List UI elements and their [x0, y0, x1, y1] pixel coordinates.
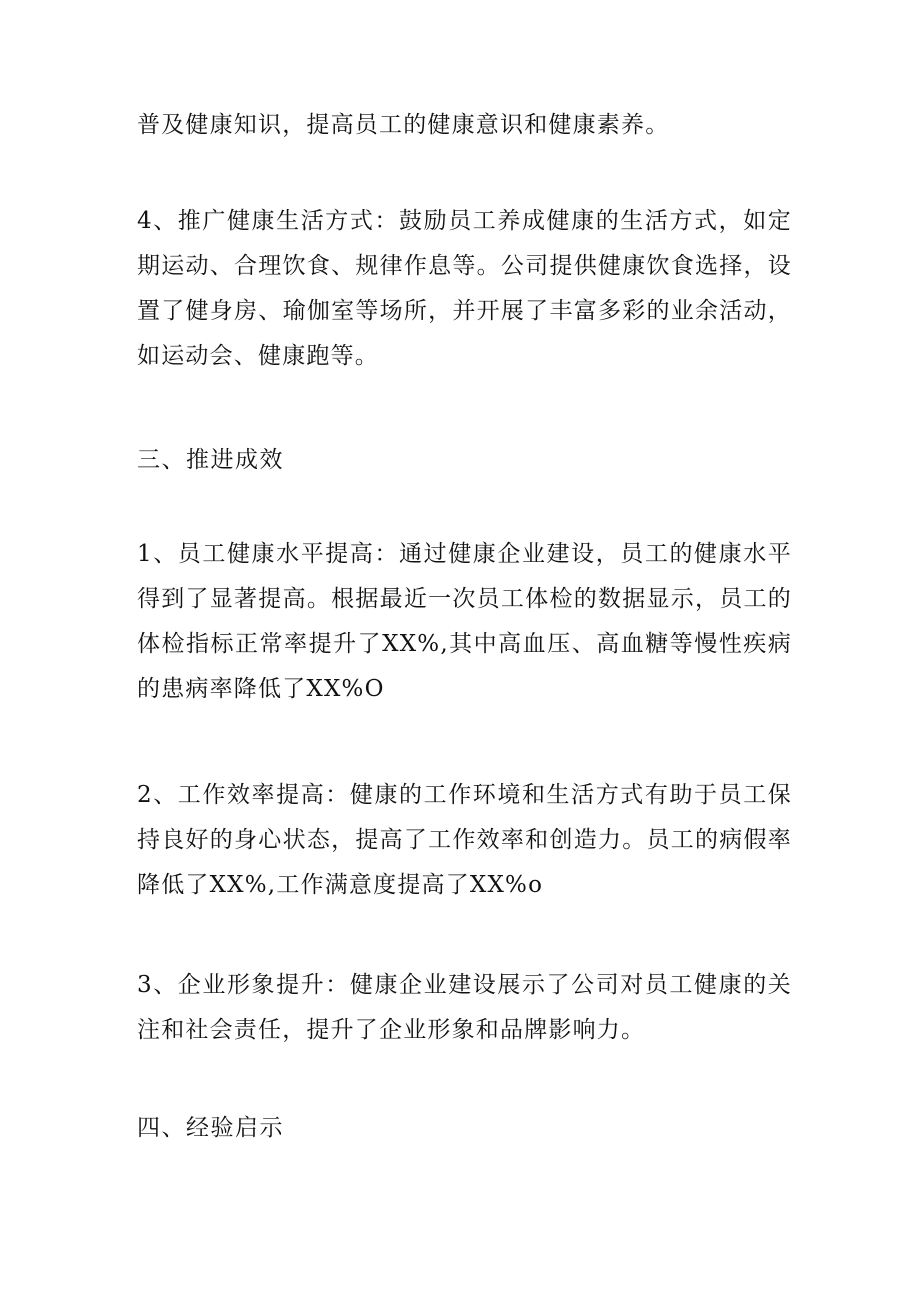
paragraph-corporate-image: 3、企业形象提升：健康企业建设展示了公司对员工健康的关注和社会责任，提升了企业形象和品牌影响力。 [137, 972, 792, 1043]
paragraph-work-efficiency: 2、工作效率提高：健康的工作环境和生活方式有助于员工保持良好的身心状态，提高了工作效率和创造力。员工的病假率降低了XX%,工作满意度提高了XX%o [137, 782, 792, 898]
paragraph-health-knowledge: 普及健康知识，提高员工的健康意识和健康素养。 [137, 112, 670, 138]
paragraph-employee-health: 1、员工健康水平提高：通过健康企业建设，员工的健康水平得到了显著提高。根据最近一次员工体检的数据显示，员工的体检指标正常率提升了XX%,其中高血压、高血糖等慢性疾病的患病率降低了XX%O [137, 541, 792, 702]
paragraph-healthy-lifestyle: 4、推广健康生活方式：鼓励员工养成健康的生活方式，如定期运动、合理饮食、规律作息等。公司提供健康饮食选择，设置了健身房、瑜伽室等场所，并开展了丰富多彩的业余活动，如运动会、健康跑等。 [137, 208, 792, 369]
section-heading-lessons: 四、经验启示 [137, 1115, 284, 1141]
section-heading-results: 三、推进成效 [137, 447, 284, 473]
